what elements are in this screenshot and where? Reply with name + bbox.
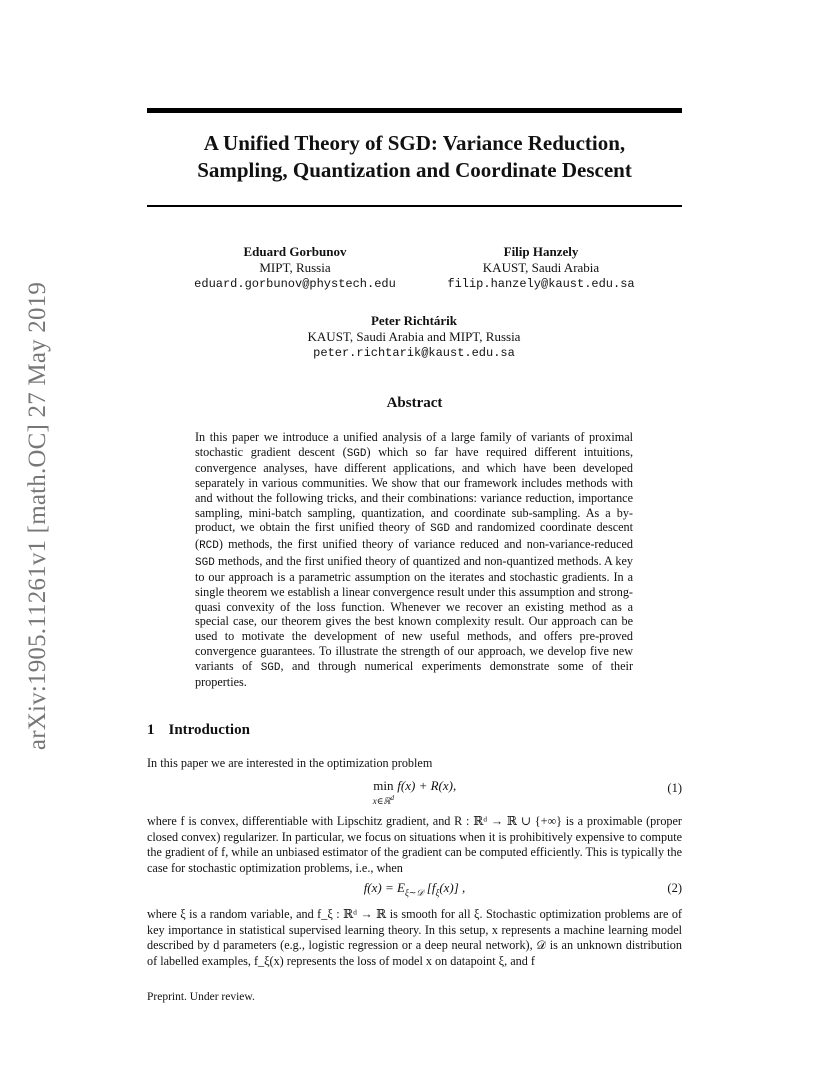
abstract-text: ) methods, the first unified theory of variance reduced and non-variance-reduced: [218, 536, 633, 551]
equation-1: [147, 778, 682, 808]
equation-expression: [147, 880, 682, 899]
section-title: Introduction: [168, 722, 250, 738]
equation-body: f(x) = E: [363, 880, 405, 895]
title-line-1: A Unified Theory of SGD: Variance Reduction,: [203, 131, 626, 155]
abstract-text: methods, and the first unified theory of quantized and non-quantized methods. A key to our approach is a parametric assumption on the iterates and stochastic gradients. In a single theorem we establish a linear convergence result under this assumption and strong-quasi convexity of the loss function. Whenever we recover an existing method as a special case, our theorem gives the best known complexity result. Our approach can be used to motivate the development of new useful methods, and offers pre-proved convergence guarantees. To illustrate the strength of our approach, we develop five new variants of: [195, 553, 633, 673]
equation-operator: min: [373, 778, 394, 793]
abstract-code-term: SGD: [260, 661, 281, 674]
abstract-text: ) which so far have required different intuitions, convergence analyses, have different applications, and which have been developed separately in various communities. We show that our framework includes methods with and without the following tricks, and their combinations: variance reduction, importance sampling, mini-batch sampling, quantization, and coordinate sub-sampling. As a by-product, we obtain the first unified theory of: [195, 444, 634, 535]
author-email: filip.hanzely@kaust.edu.sa: [447, 277, 635, 291]
equation-number: (2): [667, 881, 682, 895]
equation-body: [f: [423, 880, 436, 895]
author-email: eduard.gorbunov@phystech.edu: [194, 277, 396, 291]
intro-paragraph: [147, 814, 682, 876]
abstract-code-term: RCD: [199, 539, 219, 552]
title-top-rule: [147, 108, 682, 113]
arxiv-identifier: [18, 258, 58, 774]
paper-title: [147, 130, 682, 184]
author-affiliation: KAUST, Saudi Arabia: [482, 260, 600, 275]
paragraph-text: where f is convex, differentiable with Lipschitz gradient, and R : ℝᵈ → ℝ ∪ {+∞} is a proximable (proper closed convex) regularizer. In particular, we focus on situations when it is prohibitively expensive to compute the gradient of f, while an unbiased estimator of the gradient can be computed efficiently. This is typically the case for stochastic optimization problems, i.e., when: [147, 814, 682, 875]
equation-body: (x)] ,: [439, 880, 466, 895]
equation-subscript: ξ∼𝒟: [404, 887, 424, 898]
author-affiliation: KAUST, Saudi Arabia and MIPT, Russia: [307, 329, 521, 344]
paragraph-text: In this paper we are interested in the optimization problem: [147, 756, 433, 770]
equation-number: (1): [667, 781, 682, 795]
arxiv-identifier-text: arXiv:1905.11261v1 [math.OC] 27 May 2019: [24, 281, 51, 751]
equation-expression: [147, 778, 682, 806]
intro-paragraph: [147, 756, 682, 772]
intro-paragraph: [147, 907, 682, 969]
abstract-code-term: SGD: [430, 523, 450, 536]
abstract-code-term: SGD: [346, 447, 367, 460]
abstract-text: In this paper we introduce a unified analysis of a large family of variants of proximal stochastic gradient descent (: [195, 430, 633, 459]
paragraph-text: where ξ is a random variable, and f_ξ : ℝᵈ → ℝ is smooth for all ξ. Stochastic optimization problems are of key importance in statistical supervised learning theory. In this setup, x represents a machine learning model described by d parameters (e.g., logistic regression or a deep neural network), 𝒟 is an unknown distribution of labelled examples, f_ξ(x) represents the loss of model x on datapoint ξ, and f: [147, 907, 682, 968]
abstract-body: [195, 430, 633, 690]
equation-subscript: x∈ℝ: [372, 796, 391, 806]
equation-2: [147, 880, 682, 896]
author-name: Peter Richtárik: [370, 313, 458, 328]
equation-superscript: d: [390, 794, 395, 802]
author-affiliation: MIPT, Russia: [259, 260, 331, 275]
footer-note: Preprint. Under review.: [147, 991, 255, 1003]
author-email: peter.richtarik@kaust.edu.sa: [313, 346, 515, 360]
equation-subscript: ξ: [435, 887, 440, 898]
author-name: Filip Hanzely: [503, 244, 579, 259]
author-name: Eduard Gorbunov: [243, 244, 347, 259]
abstract-heading: Abstract: [386, 395, 443, 411]
author-block: [214, 313, 614, 361]
abstract-code-term: SGD: [195, 556, 215, 569]
equation-body: f(x) + R(x),: [394, 778, 457, 793]
title-line-2: Sampling, Quantization and Coordinate Descent: [197, 158, 632, 182]
title-bottom-rule: [147, 205, 682, 207]
section-heading: [147, 722, 250, 739]
abstract-text: , and through numerical experiments demonstrate some of their properties.: [195, 658, 633, 690]
section-number: 1: [147, 722, 155, 738]
abstract-text: and randomized coordinate descent (: [195, 520, 634, 551]
author-block: [425, 244, 657, 292]
author-block: [180, 244, 410, 292]
